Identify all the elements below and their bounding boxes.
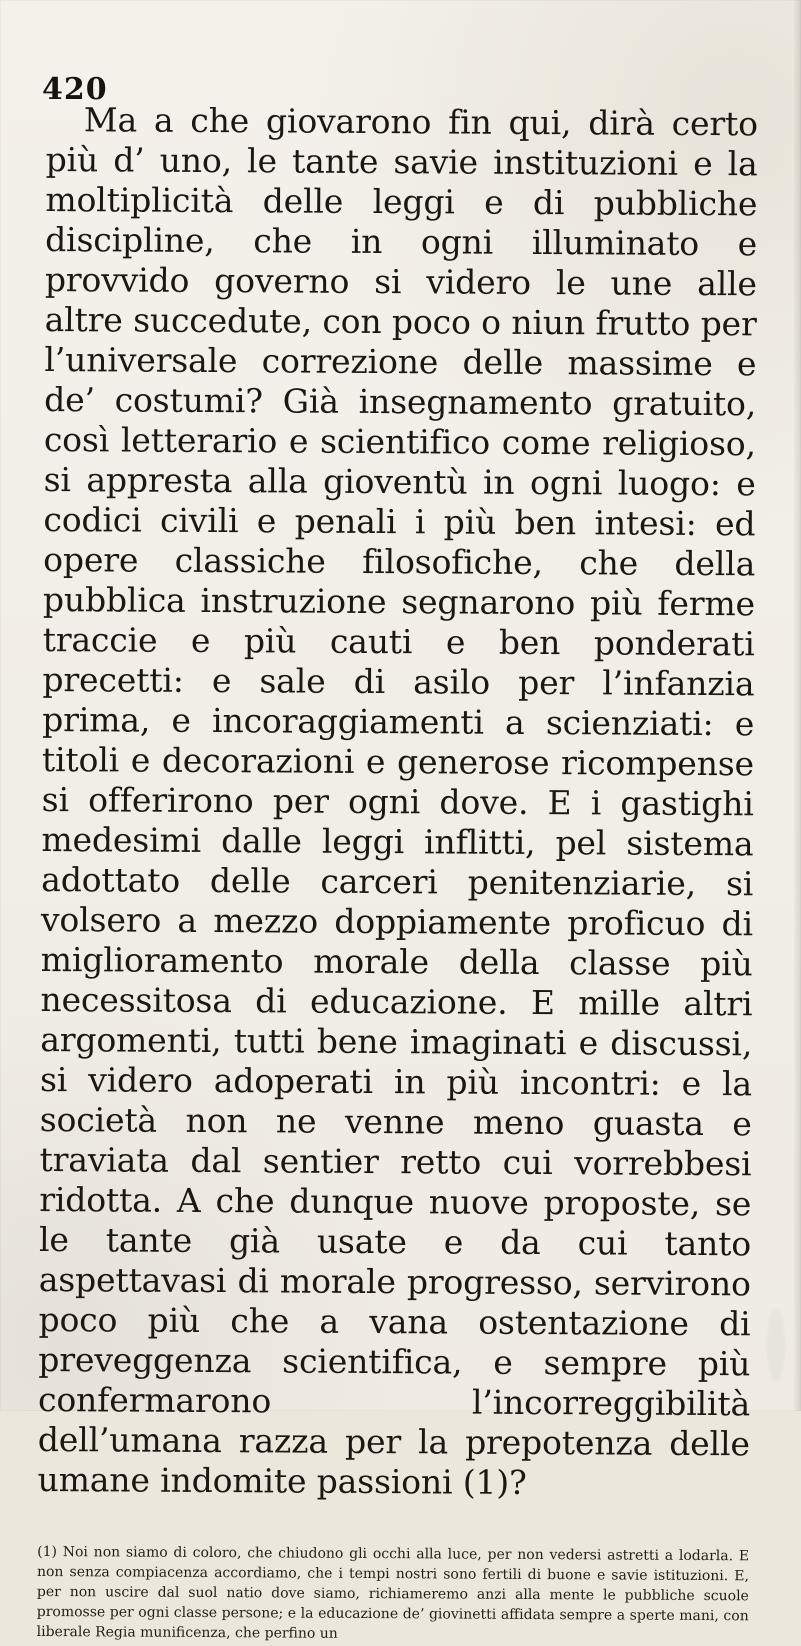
main-paragraph: Ma a che giovarono fin qui, dirà certo più d’ uno, le tante savie instituzioni e la moltiplicità delle leggi e di pubbliche discipline, che in ogni illuminato e provvido governo si videro le une alle altre succedute, con poco o niun frutto per l’universale correzione delle massime e de’ costumi? Già insegnamento gratuito, così letterario e scientifico come religioso, si appresta alla gioventù in ogni luogo: e codici civili e penali i più ben intesi: ed opere classiche filosofiche, che della pubblica instruzione segnarono più ferme traccie e più cauti e ben ponderati precetti: e sale di asilo per l’infanzia prima, e incoraggiamenti a scienziati: e titoli e decorazioni e generose ricompense si offerirono per ogni dove. E i gastighi medesimi dalle leggi inflitti, pel sistema adottato delle carceri penitenziarie, si volsero a mezzo doppiamente proficuo di miglioramento morale della classe più necessitosa di educazione. E mille altri argomenti, tutti bene imaginati e discussi, si videro adoperati in più incontri: e la società non ne venne meno guasta e traviata dal sentier retto cui vorrebbesi ridotta. A che dunque nuove proposte, se le tante già usate e da cui tanto aspettavasi di morale progresso, servirono poco più che a vana ostentazione di preveggenza scientifica, e sempre più confermarono l’incorreggibilità dell’umana razza per la prepotenza delle umane indomite passioni (1)?	[37, 100, 758, 1502]
page-content	[37, 100, 758, 1646]
footnote: (1) Noi non siamo di coloro, che chiudono gli occhi alla luce, per non vedersi astretti a lodarla. E non senza compiacenza accordiamo, che i tempi nostri sono fertili di buone e savie istituzioni. E, per non uscire dal suol natio dove siamo, richiameremo anzi alla mente le pubbliche scuole promosse per ogni classe persone; e la educazione de’ giovinetti affidata sempre a sperte mani, con liberale Regia munificenza, che perfino un	[36, 1543, 750, 1642]
page-edge-shadow	[794, 0, 801, 1411]
paper-stain	[767, 1309, 785, 1381]
page-number: 420	[42, 72, 108, 107]
